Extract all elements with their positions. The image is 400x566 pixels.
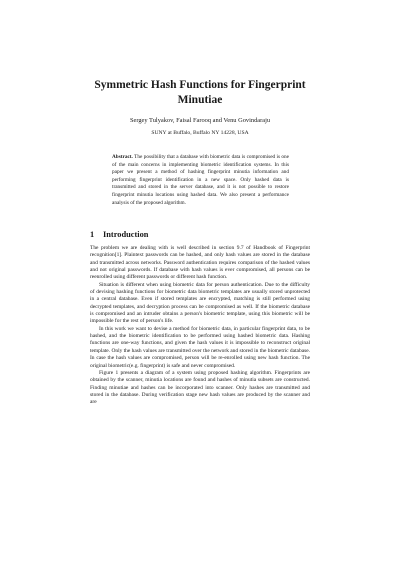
paragraph: The problem we are dealing with is well described in section 9.7 of Handbook of Fingerprint recognition[1]. Plaintext passwords can be hashed, and only hash values are stored in the database and transmitted across networks. Password authentication requires comparison of the hashed values and not original passwords. If database with hash values is ever compromised, all persons can be reenrolled using different passwords or different hash function. [90,245,310,281]
paragraph: In this work we want to devise a method for biometric data, in particular fingerprint data, to be hashed, and the biometric identification to be performed using hashed biometric data. Hashing functions are one-way functions, and given the hash values it is impossible to reconstruct original template. Only the hash values are transmitted over the network and stored in the biometric database. In case the hash values are compromised, person will be re-enrolled using new hash function. The original biometric(e.g. fingerprint) is safe and never compromised. [90,325,310,369]
section-number: 1 [90,230,95,239]
author-list: Sergey Tulyakov, Faisal Farooq and Venu Govindaraju [129,117,271,124]
paragraph: Figure 1 presents a diagram of a system using proposed hashing algorithm. Fingerprints are obtained by the scanner, minutia locations are found and hashes of minutia subsets are constructed. Finding minutiae and hashes can be incorporated into scanner. Only hashes are transmitted and stored in the database. During verification stage new hash values are produced by the scanner and are [90,369,310,406]
section-heading [90,229,310,240]
abstract [112,154,289,207]
section-title: Introduction [103,230,149,239]
paragraph: Situation is different when using biometric data for person authentication. Due to the difficulty of devising hashing functions for biometric data biometric templates are usually stored unprotected in a central database. Even if stored templates are encrypted, matching is still performed using decrypted templates, and decryption process can be compromised as well. If the biometric database is compromised and an intruder obtains a person's biometric template, using this biometric will be impossible for the rest of person's life. [90,281,310,325]
paper-title [60,78,340,108]
title-line-2: Minutiae [177,94,223,106]
abstract-text: The possibility that a database with biometric data is compromised is one of the main concerns in implementing biometric identification systems. In this paper we present a method of hashing fingerprint minutia information and performing fingerprint identification in a new space. Only hashed data is transmitted and stored in the server database, and it is not possible to restore fingerprint minutia locations using hashed data. We also present a performance analysis of the proposed algorithm. [112,154,289,206]
abstract-label: Abstract. [112,154,133,160]
body-text [90,245,310,407]
affiliation: SUNY at Buffalo, Buffalo NY 14228, USA [151,130,249,136]
title-line-1: Symmetric Hash Functions for Fingerprint [94,79,306,91]
